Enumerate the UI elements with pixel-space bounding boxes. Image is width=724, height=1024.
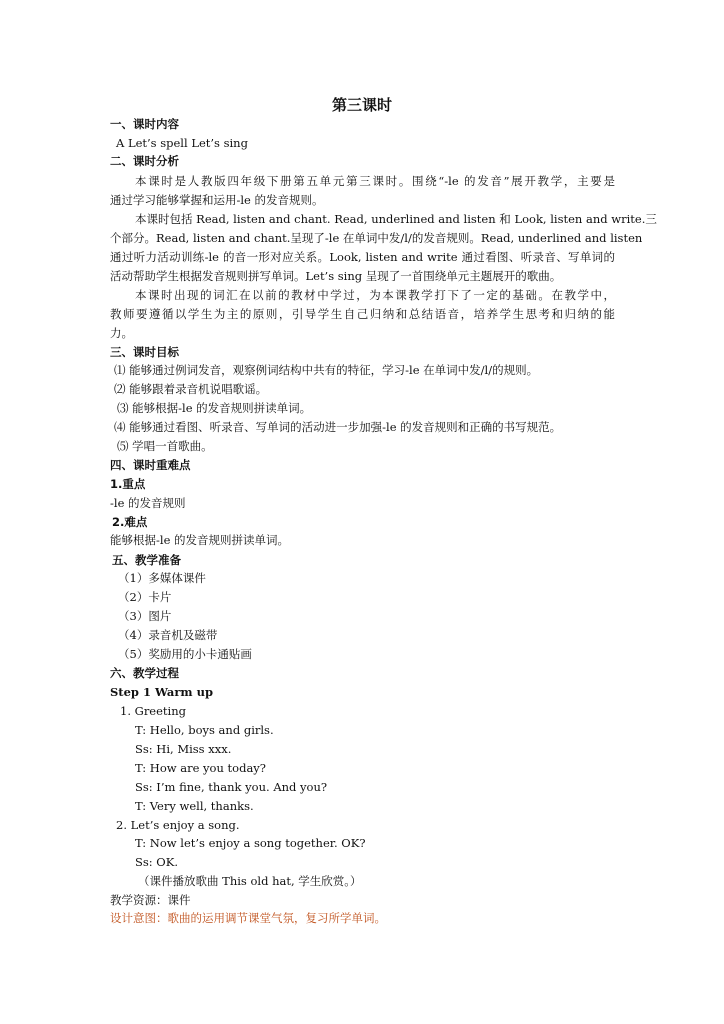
prep-item: （5）奖励用的小卡通贴画 — [118, 647, 252, 661]
dialog-line: Ss: OK. — [135, 855, 178, 869]
goal-item: ⑶ 能够根据-le 的发音规则拼读单词。 — [117, 401, 312, 415]
goal-item: ⑷ 能够通过看图、听录音、写单词的活动进一步加强-le 的发音规则和正确的书写规范。 — [114, 420, 562, 434]
section-heading: 五、教学准备 — [112, 553, 181, 567]
design-intent: 设计意图：歌曲的运用调节课堂气氛，复习所学单词。 — [110, 911, 386, 925]
goal-item: ⑵ 能够跟着录音机说唱歌谣。 — [114, 382, 268, 396]
paragraph-line: 本课时是人教版四年级下册第五单元第三课时。围绕“-le 的发音”展开教学，主要是 — [135, 174, 615, 188]
document-title: 第三课时 — [331, 96, 392, 114]
difficult-point: 能够根据-le 的发音规则拼读单词。 — [110, 533, 290, 547]
paragraph-line: 个部分。Read, listen and chant.呈现了-le 在单词中发/l/的发音规则。Read, underlined and listen — [110, 231, 643, 245]
key-point: -le 的发音规则 — [110, 496, 186, 510]
paragraph-line: 通过学习能够掌握和运用-le 的发音规则。 — [110, 193, 324, 207]
section-heading: 一、课时内容 — [110, 117, 179, 131]
section-heading: 二、课时分析 — [110, 154, 179, 168]
paragraph-line: 力。 — [110, 326, 133, 340]
section-heading: 三、课时目标 — [110, 345, 179, 359]
dialog-line: T: How are you today? — [135, 761, 266, 775]
paragraph-line: 活动帮助学生根据发音规则拼写单词。Let’s sing 呈现了一首围绕单元主题展开的歌曲。 — [110, 269, 562, 283]
prep-item: （4）录音机及磁带 — [118, 628, 218, 642]
activity-title: 1. Greeting — [120, 704, 186, 718]
goal-item: ⑸ 学唱一首歌曲。 — [117, 439, 213, 453]
subheading-key: 1.重点 — [110, 477, 146, 491]
section-heading: 六、教学过程 — [110, 666, 179, 680]
subheading-difficulty: 2.难点 — [112, 515, 148, 529]
dialog-line: T: Very well, thanks. — [135, 799, 254, 813]
goal-item: ⑴ 能够通过例词发音，观察例词结构中共有的特征，学习-le 在单词中发/l/的规则。 — [114, 363, 539, 377]
paragraph-line: 通过听力活动训练-le 的音一形对应关系。Look, listen and write 通过看图、听录音、写单词的 — [110, 250, 615, 264]
paragraph-line: 本课时包括 Read, listen and chant. Read, underlined and listen 和 Look, listen and write.三 — [135, 212, 657, 226]
paragraph-line: 本课时出现的词汇在以前的教材中学过，为本课教学打下了一定的基础。在教学中， — [135, 288, 615, 302]
dialog-line: Ss: I’m fine, thank you. And you? — [135, 780, 328, 794]
prep-item: （2）卡片 — [118, 590, 172, 604]
section-heading: 四、课时重难点 — [110, 458, 191, 472]
activity-note: （课件播放歌曲 This old hat, 学生欣赏。） — [138, 874, 362, 888]
dialog-line: T: Now let’s enjoy a song together. OK? — [135, 836, 366, 850]
lesson-content: A Let’s spell Let’s sing — [116, 136, 248, 150]
dialog-line: Ss: Hi, Miss xxx. — [135, 742, 232, 756]
teaching-resource: 教学资源：课件 — [110, 893, 191, 907]
paragraph-line: 教师要遵循以学生为主的原则，引导学生自己归纳和总结语音，培养学生思考和归纳的能 — [110, 307, 615, 321]
prep-item: （3）图片 — [118, 609, 172, 623]
step-heading: Step 1 Warm up — [110, 685, 213, 699]
dialog-line: T: Hello, boys and girls. — [135, 723, 274, 737]
prep-item: （1）多媒体课件 — [118, 571, 206, 585]
activity-title: 2. Let’s enjoy a song. — [116, 818, 240, 832]
